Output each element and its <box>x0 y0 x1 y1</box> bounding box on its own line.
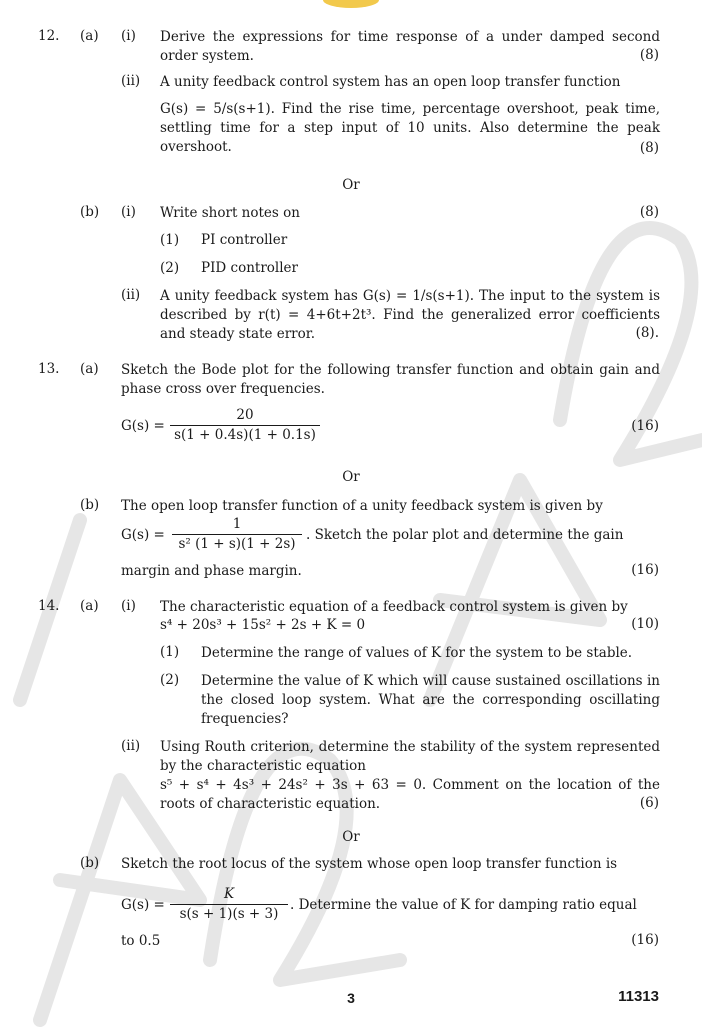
subpart-label: (i) <box>121 28 136 44</box>
marks: (8) <box>639 204 659 220</box>
marks: (16) <box>631 932 659 948</box>
list-number: (2) <box>160 672 180 688</box>
question-text: s⁵ + s⁴ + 4s³ + 24s² + 3s + 63 = 0. Comment on the location of the roots of characteristic equation. <box>160 777 660 812</box>
subpart-label: (i) <box>121 598 136 614</box>
marks: (16) <box>631 562 659 578</box>
question-text: . Sketch the polar plot and determine the gain <box>306 527 624 543</box>
marks: (8) <box>639 47 659 63</box>
part-label: (b) <box>80 204 100 220</box>
question-text: Derive the expressions for time response of a under damped second order system. <box>160 29 660 64</box>
list-number: (2) <box>160 260 180 276</box>
question-text: . Determine the value of K for damping ratio equal <box>290 897 637 913</box>
equation-lhs: G(s) = <box>121 897 165 913</box>
denominator: s(1 + 0.4s)(1 + 0.1s) <box>174 427 316 443</box>
question-text: The open loop transfer function of a unity feedback system is given by <box>121 498 603 514</box>
or-separator: Or <box>342 469 360 485</box>
question-text: Sketch the root locus of the system whose open loop transfer function is <box>121 856 618 872</box>
part-label: (a) <box>80 598 99 614</box>
list-number: (1) <box>160 232 180 248</box>
equation-lhs: G(s) = <box>121 418 165 434</box>
part-label: (a) <box>80 28 99 44</box>
subpart-label: (ii) <box>121 287 141 303</box>
list-item: PID controller <box>201 260 298 276</box>
transfer-function-fraction <box>172 515 302 554</box>
subpart-label: (ii) <box>121 73 141 89</box>
list-item: PI controller <box>201 232 288 248</box>
question-text: Write short notes on <box>160 205 300 221</box>
marks: (6) <box>639 795 659 811</box>
question-text: to 0.5 <box>121 933 161 949</box>
paper-code: 11313 <box>618 988 659 1005</box>
question-text: margin and phase margin. <box>121 563 302 579</box>
transfer-function-fraction <box>170 885 288 924</box>
question-text: G(s) = 5/s(s+1). Find the rise time, percentage overshoot, peak time, settling time for a step input of 10 units. Also determine the peak overshoot. <box>160 101 660 155</box>
part-label: (a) <box>80 361 99 377</box>
question-number: 14. <box>38 598 60 614</box>
subpart-label: (i) <box>121 204 136 220</box>
numerator: 1 <box>172 515 302 535</box>
or-separator: Or <box>342 829 360 845</box>
or-separator: Or <box>342 177 360 193</box>
part-label: (b) <box>80 497 100 513</box>
marks: (8) <box>639 140 659 156</box>
subpart-label: (ii) <box>121 738 141 754</box>
list-number: (1) <box>160 644 180 660</box>
marks: (10) <box>631 616 659 632</box>
question-number: 12. <box>38 28 60 44</box>
characteristic-equation: s⁴ + 20s³ + 15s² + 2s + K = 0 <box>160 617 366 633</box>
question-text: A unity feedback system has G(s) = 1/s(s+1). The input to the system is described by r(t) = 4+6t+2t³. Find the generalized error coefficients and steady state error. <box>160 288 660 342</box>
marks: (8). <box>635 325 659 341</box>
page-number: 3 <box>347 990 355 1006</box>
list-item: Determine the range of values of K for the system to be stable. <box>201 645 633 661</box>
list-item: Determine the value of K which will cause sustained oscillations in the closed loop system. What are the corresponding oscillating frequencies? <box>201 673 660 727</box>
part-label: (b) <box>80 855 100 871</box>
denominator: s² (1 + s)(1 + 2s) <box>178 536 296 552</box>
denominator: s(s + 1)(s + 3) <box>179 906 279 922</box>
logo-mark-icon <box>323 0 379 8</box>
transfer-function-fraction <box>170 406 320 445</box>
numerator: K <box>170 885 288 905</box>
question-number: 13. <box>38 361 60 377</box>
equation-lhs: G(s) = <box>121 527 165 543</box>
marks: (16) <box>631 418 659 434</box>
question-text: A unity feedback control system has an open loop transfer function <box>160 74 621 90</box>
question-text: Sketch the Bode plot for the following transfer function and obtain gain and phase cross over frequencies. <box>121 362 660 397</box>
numerator: 20 <box>170 406 320 426</box>
question-text: The characteristic equation of a feedback control system is given by <box>160 599 628 615</box>
question-text: Using Routh criterion, determine the stability of the system represented by the characteristic equation <box>160 739 660 774</box>
